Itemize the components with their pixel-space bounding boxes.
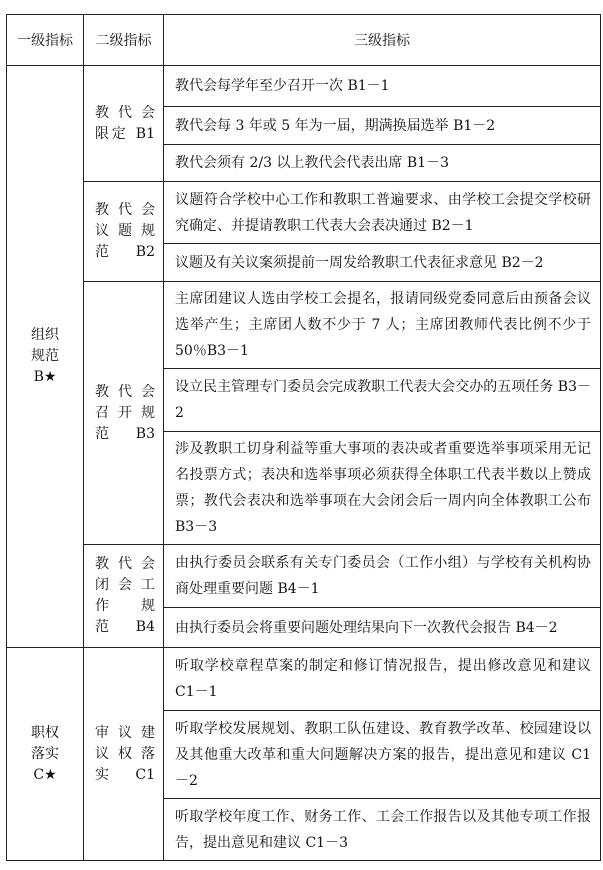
level2-b2-line: 议 题 规 (95, 223, 155, 239)
level3-b2-1: 议题符合学校中心工作和教职工普遍要求、由学校工会提交学校研究确定、并提请教职工代表大会表决通过 B2－1 (164, 182, 601, 244)
table-row (7, 282, 601, 369)
level1-b-line: 组织 (31, 327, 59, 343)
level2-cell-b4 (84, 545, 164, 648)
level2-b2-line: 范 B2 (95, 244, 155, 260)
level1-b-line: 规范 (31, 348, 59, 364)
header-level3: 三级指标 (164, 15, 601, 66)
table-row (7, 66, 601, 107)
level2-cell-b1 (84, 66, 164, 182)
level2-c1-line: 实 C1 (95, 766, 155, 783)
level1-c-line: C★ (33, 766, 57, 783)
level3-c1-3: 听取学校年度工作、财务工作、工会工作报告以及其他专项工作报告，提出意见和建议 C1－3 (164, 799, 601, 861)
level1-cell-c (7, 648, 84, 861)
header-level1: 一级指标 (7, 15, 84, 66)
level2-cell-b2 (84, 182, 164, 282)
level3-b3-3: 涉及教职工切身利益等重大事项的表决或者重要选举事项采用无记名投票方式；表决和选举事项必须获得全体职工代表半数以上赞成票；教代会表决和选举事项在大会闭会后一周内向全体教职工公布 B3－3 (164, 432, 601, 545)
header-row (7, 15, 601, 66)
level2-b1-line: 限定 B1 (95, 125, 155, 142)
level2-b4-line: 教 代 会 (95, 556, 155, 572)
level2-c1-line: 议 权 落 (95, 745, 155, 762)
level2-b3-line: 教 代 会 (95, 383, 155, 400)
level3-b2-2: 议题及有关议案须提前一周发给教职工代表征求意见 B2－2 (164, 244, 601, 282)
level2-c1-line: 审 议 建 (95, 724, 155, 741)
level2-cell-b3 (84, 282, 164, 545)
level3-b1-1: 教代会每学年至少召开一次 B1－1 (164, 66, 601, 107)
level2-b3-line: 范 B3 (95, 425, 155, 442)
header-level2: 二级指标 (84, 15, 164, 66)
level3-b1-3: 教代会须有 2/3 以上教代会代表出席 B1－3 (164, 145, 601, 182)
level3-b4-2: 由执行委员会将重要问题处理结果向下一次教代会报告 B4－2 (164, 608, 601, 648)
level3-b3-1: 主席团建议人选由学校工会提名，报请同级党委同意后由预备会议选举产生；主席团人数不少于 7 人；主席团教师代表比例不少于 50％B3－1 (164, 282, 601, 369)
level2-b4-line: 范 B4 (95, 619, 155, 635)
level2-b3-line: 召 开 规 (95, 404, 155, 421)
level1-c-line: 落实 (31, 745, 59, 762)
level1-cell-b (7, 66, 84, 648)
level1-c-line: 职权 (31, 724, 59, 741)
level1-b-line: B★ (33, 369, 57, 385)
level2-b2-line: 教 代 会 (95, 202, 155, 218)
level2-b4-line: 作 规 (95, 598, 155, 614)
table-row (7, 182, 601, 244)
table-row (7, 648, 601, 711)
level3-c1-1: 听取学校章程草案的制定和修订情况报告，提出修改意见和建议 C1－1 (164, 648, 601, 711)
indicator-table (6, 14, 601, 861)
level2-b1-line: 教 代 会 (95, 104, 155, 121)
level2-b4-line: 闭 会 工 (95, 577, 155, 593)
level2-cell-c1 (84, 648, 164, 861)
table-row (7, 545, 601, 608)
level3-c1-2: 听取学校发展规划、教职工队伍建设、教育教学改革、校园建设以及其他重大改革和重大问题解决方案的报告，提出意见和建议 C1－2 (164, 711, 601, 799)
level3-b4-1: 由执行委员会联系有关专门委员会（工作小组）与学校有关机构协商处理重要问题 B4－1 (164, 545, 601, 608)
level3-b3-2: 设立民主管理专门委员会完成教职工代表大会交办的五项任务 B3－2 (164, 369, 601, 432)
level3-b1-2: 教代会每 3 年或 5 年为一届，期满换届选举 B1－2 (164, 107, 601, 145)
